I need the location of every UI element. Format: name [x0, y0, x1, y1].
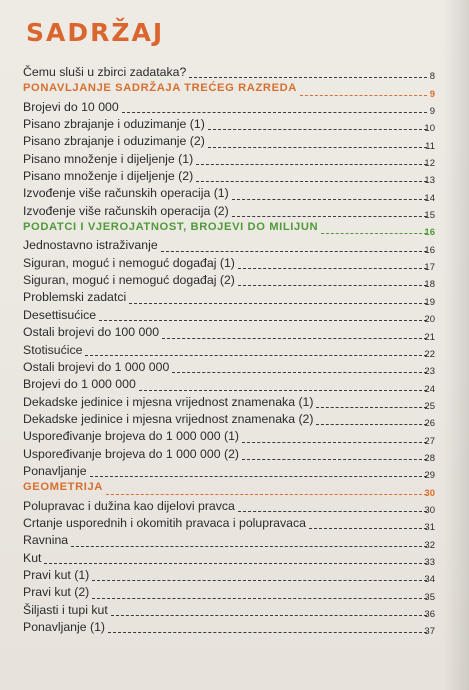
toc-page-number: 36	[424, 609, 435, 620]
toc-entry-label: Čemu sluši u zbirci zadataka?	[23, 65, 187, 79]
toc-entry-label: Siguran, moguć i nemoguć događaj (2)	[23, 273, 235, 288]
toc-entry-label: Siguran, moguć i nemoguć događaj (1)	[23, 255, 235, 270]
dotted-leader	[108, 632, 427, 633]
toc-page-number: 21	[424, 331, 435, 343]
dotted-leader	[316, 407, 427, 408]
toc-entry	[0, 602, 469, 619]
toc-entry-label: Dekadske jedinice i mjesna vrijednost znamenaka (1)	[23, 394, 314, 409]
toc-page-number: 14	[424, 192, 435, 204]
toc-page-number: 30	[424, 487, 435, 499]
dotted-leader	[321, 233, 427, 234]
dotted-leader	[122, 112, 427, 113]
toc-page-number: 35	[424, 591, 435, 603]
toc-page-number: 13	[424, 175, 435, 187]
dotted-leader	[316, 424, 427, 425]
toc-page-number: 9	[429, 106, 435, 118]
toc-entry-label: PODATCI I VJEROJATNOST, BROJEVI DO MILIJUN	[23, 221, 319, 234]
toc-entry-label: Ponavljanje	[23, 463, 87, 478]
dotted-leader	[238, 511, 427, 512]
toc-entry	[0, 359, 469, 376]
toc-entry	[0, 446, 469, 463]
toc-entry-label: Pisano množenje i dijeljenje (1)	[23, 151, 194, 166]
toc-page-number: 29	[424, 470, 435, 482]
table-of-contents	[0, 64, 469, 636]
dotted-leader	[300, 95, 427, 96]
dotted-leader	[242, 442, 427, 443]
toc-entry-label: Pisano zbrajanje i oduzimanje (1)	[23, 117, 205, 132]
toc-page-number: 23	[424, 366, 435, 378]
toc-entry	[0, 64, 469, 81]
dotted-leader	[196, 181, 427, 182]
dotted-leader	[106, 494, 427, 495]
dotted-leader	[172, 372, 427, 373]
toc-entry-label: Desettisućice	[23, 307, 97, 322]
toc-entry-label: Pravi kut (1)	[23, 567, 90, 582]
toc-entry-label: Ponavljanje (1)	[23, 620, 106, 634]
dotted-leader	[44, 563, 427, 564]
toc-page-number: 11	[425, 140, 435, 152]
dotted-leader	[161, 251, 427, 252]
dotted-leader	[111, 615, 427, 616]
toc-section-heading	[0, 220, 469, 237]
toc-page-number: 24	[424, 383, 435, 395]
toc-entry-label: Uspoređivanje brojeva do 1 000 000 (2)	[23, 446, 240, 461]
toc-entry-label: Izvođenje više računskih operacija (1)	[23, 186, 229, 201]
toc-entry-label: Ravnina	[23, 533, 69, 548]
toc-entry	[0, 550, 469, 567]
toc-entry	[0, 584, 469, 601]
toc-page-number: 30	[424, 504, 435, 516]
toc-entry-label: Šiljasti i tupi kut	[23, 602, 108, 617]
dotted-leader	[208, 147, 427, 148]
toc-entry-label: Pisano zbrajanje i oduzimanje (2)	[23, 134, 205, 149]
toc-entry	[0, 272, 469, 289]
dotted-leader	[189, 77, 427, 78]
toc-page-number: 20	[424, 314, 435, 326]
toc-entry	[0, 324, 469, 341]
toc-entry-label: Brojevi do 1 000 000	[23, 377, 136, 392]
toc-entry-label: GEOMETRIJA	[23, 481, 103, 494]
toc-entry	[0, 532, 469, 549]
toc-entry-label: Stotisućice	[23, 342, 83, 357]
toc-entry-label: Kut	[23, 550, 42, 565]
toc-page-number: 22	[424, 348, 435, 360]
toc-entry	[0, 185, 469, 202]
toc-page-number: 15	[424, 210, 435, 222]
toc-entry-label: Uspoređivanje brojeva do 1 000 000 (1)	[23, 429, 240, 444]
toc-entry	[0, 411, 469, 428]
toc-entry-label: Ostali brojevi do 1 000 000	[23, 359, 170, 374]
dotted-leader	[238, 285, 427, 286]
toc-entry	[0, 515, 469, 532]
toc-entry-label: Izvođenje više računskih operacija (2)	[23, 203, 229, 218]
toc-page-number: 31	[424, 522, 435, 534]
toc-entry-label: Ostali brojevi do 100 000	[23, 325, 160, 340]
toc-entry	[0, 151, 469, 168]
toc-page-number: 27	[424, 435, 435, 447]
toc-page-number: 9	[429, 88, 435, 100]
dotted-leader	[90, 476, 427, 477]
toc-page-number: 16	[424, 244, 435, 256]
dotted-leader	[129, 303, 427, 304]
dotted-leader	[232, 199, 427, 200]
dotted-leader	[232, 216, 427, 217]
toc-entry	[0, 255, 469, 272]
toc-page-number: 19	[424, 296, 435, 308]
toc-entry-label: Crtanje usporednih i okomitih pravaca i polupravaca	[23, 515, 306, 530]
dotted-leader	[238, 268, 427, 269]
toc-page-number: 32	[424, 539, 435, 551]
toc-page-number: 18	[424, 279, 435, 291]
toc-section-heading	[0, 81, 469, 98]
toc-section-heading	[0, 480, 469, 497]
toc-entry	[0, 203, 469, 220]
toc-entry	[0, 619, 469, 636]
toc-page-number: 34	[424, 574, 435, 586]
dotted-leader	[196, 164, 427, 165]
toc-entry	[0, 116, 469, 133]
toc-entry	[0, 376, 469, 393]
toc-page-number: 33	[424, 556, 435, 568]
toc-entry-label: Brojevi do 10 000	[23, 99, 119, 114]
toc-entry	[0, 133, 469, 150]
toc-page-number: 16	[424, 227, 435, 239]
toc-entry	[0, 342, 469, 359]
toc-entry	[0, 99, 469, 116]
toc-entry-label: Pisano množenje i dijeljenje (2)	[23, 169, 194, 184]
dotted-leader	[309, 528, 427, 529]
page-title: SADRŽAJ	[26, 18, 165, 47]
toc-entry	[0, 289, 469, 306]
toc-page-number: 28	[424, 452, 435, 464]
toc-entry-label: Dekadske jedinice i mjesna vrijednost znamenaka (2)	[23, 411, 314, 426]
toc-page-number: 17	[424, 262, 435, 274]
toc-page-number: 37	[424, 626, 435, 638]
toc-entry-label: Polupravac i dužina kao dijelovi pravca	[23, 498, 235, 513]
toc-entry	[0, 463, 469, 480]
toc-entry	[0, 168, 469, 185]
toc-entry	[0, 394, 469, 411]
dotted-leader	[162, 338, 427, 339]
dotted-leader	[92, 580, 427, 581]
toc-entry-label: Pravi kut (2)	[23, 585, 90, 600]
toc-entry-label: PONAVLJANJE SADRŽAJA TREĆEG RAZREDA	[23, 82, 297, 95]
toc-entry-label: Problemski zadatci	[23, 290, 127, 305]
toc-page-number: 25	[424, 400, 435, 412]
toc-entry	[0, 498, 469, 515]
dotted-leader	[92, 598, 427, 599]
toc-page-number: 8	[429, 71, 435, 83]
dotted-leader	[139, 390, 427, 391]
toc-entry	[0, 237, 469, 254]
toc-page-number: 12	[424, 158, 435, 170]
toc-page-number: 10	[424, 123, 435, 135]
toc-entry-label: Jednostavno istraživanje	[23, 238, 158, 253]
dotted-leader	[99, 320, 427, 321]
dotted-leader	[242, 459, 427, 460]
toc-entry	[0, 428, 469, 445]
toc-entry	[0, 307, 469, 324]
toc-entry	[0, 567, 469, 584]
dotted-leader	[71, 546, 427, 547]
dotted-leader	[85, 355, 427, 356]
dotted-leader	[208, 129, 427, 130]
toc-page-number: 26	[424, 418, 435, 430]
